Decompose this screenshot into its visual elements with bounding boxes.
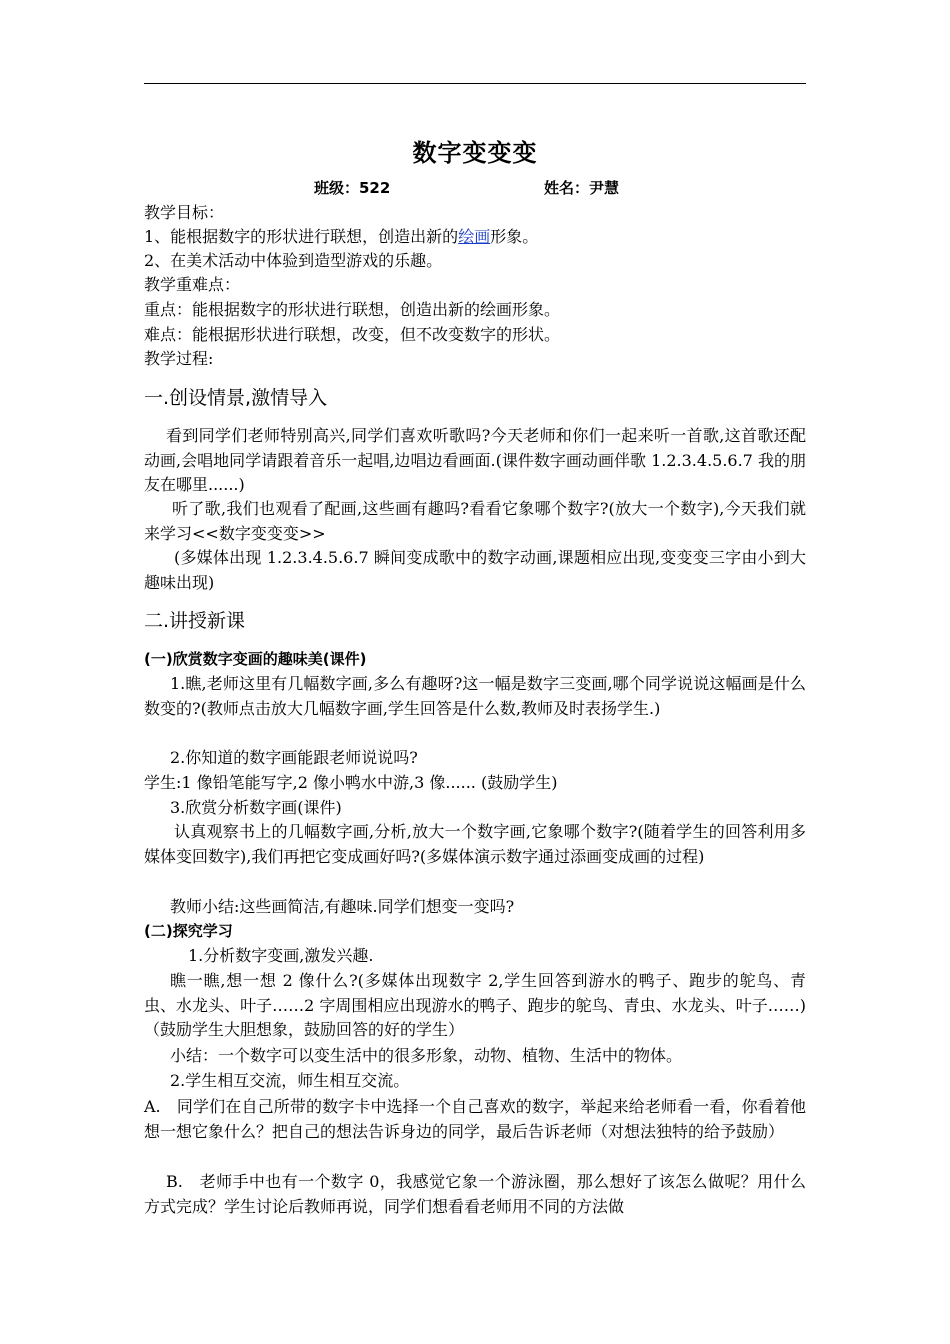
subsection-2-paragraph-4: 2.学生相互交流，师生相互交流。 <box>170 1071 410 1090</box>
goal-2: 2、在美术活动中体验到造型游戏的乐趣。 <box>144 251 443 270</box>
subsection-1-paragraph-3: 学生:1 像铅笔能写字,2 像小鸭水中游,3 像...... (鼓励学生) <box>144 773 558 792</box>
header-rule <box>144 83 806 84</box>
subsection-1-paragraph-6: 教师小结:这些画简洁,有趣味.同学们想变一变吗? <box>170 897 515 916</box>
document-title: 数字变变变 <box>412 139 538 167</box>
subsection-2-item-a: A. 同学们在自己所带的数字卡中选择一个自己喜欢的数字，举起来给老师看一看，你看着他想一想它象什么？把自己的想法告诉身边的同学，最后告诉老师（对想法独特的给予鼓励） <box>144 1097 806 1141</box>
subsection-1-paragraph-1: 1.瞧,老师这里有几幅数字画,多么有趣呀?这一幅是数字三变画,哪个同学说说这幅画是什么数变的?(教师点击放大几幅数字画,学生回答是什么数,教师及时表扬学生.) <box>144 674 806 718</box>
section-1-paragraph-3: (多媒体出现 1.2.3.4.5.6.7 瞬间变成歌中的数字动画,课题相应出现,变变变三字由小到大趣味出现) <box>144 548 806 592</box>
goal-1-prefix: 1、能根据数字的形状进行联想，创造出新的 <box>144 227 459 246</box>
section-1-paragraph-2: 听了歌,我们也观看了配画,这些画有趣吗?看看它象哪个数字?(放大一个数字),今天我们就来学习<<数字变变变>> <box>144 499 806 543</box>
subsection-1-paragraph-5: 认真观察书上的几幅数字画,分析,放大一个数字画,它象哪个数字?(随着学生的回答利用多媒体变回数字),我们再把它变成画好吗?(多媒体演示数字通过添画变成画的过程) <box>144 822 806 866</box>
subsection-1-paragraph-4: 3.欣赏分析数字画(课件) <box>170 798 342 817</box>
subsection-2-paragraph-3: 小结：一个数字可以变生活中的很多形象，动物、植物、生活中的物体。 <box>170 1046 683 1065</box>
painting-link[interactable]: 绘画 <box>458 227 491 246</box>
subsection-2-heading: (二)探究学习 <box>144 922 233 940</box>
difficulty-heading: 教学重难点： <box>144 275 241 294</box>
subsection-2-paragraph-1: 1.分析数字变画,激发兴趣. <box>188 946 374 965</box>
section-2-heading: 二.讲授新课 <box>144 610 246 632</box>
subsection-2-item-b: B. 老师手中也有一个数字 0，我感觉它象一个游泳圈，那么想好了该怎么做呢？用什么方式完成？学生讨论后教师再说，同学们想看看老师用不同的方法做 <box>144 1172 806 1216</box>
goals-heading: 教学目标： <box>144 203 225 222</box>
process-heading: 教学过程: <box>144 349 214 368</box>
subsection-1-heading: (一)欣赏数字变画的趣味美(课件) <box>144 650 367 668</box>
key-point: 重点：能根据数字的形状进行联想，创造出新的绘画形象。 <box>144 300 561 319</box>
name-label: 姓名：尹慧 <box>544 179 620 197</box>
section-1-heading: 一.创设情景,激情导入 <box>144 387 328 409</box>
hard-point: 难点：能根据形状进行联想，改变，但不改变数字的形状。 <box>144 325 561 344</box>
section-1-paragraph-1: 看到同学们老师特别高兴,同学们喜欢听歌吗?今天老师和你们一起来听一首歌,这首歌还配动画,会唱地同学请跟着音乐一起唱,边唱边看画面.(课件数字画动画伴歌 1.2.3.4.5.6.7 我的朋友在哪里......) <box>144 426 806 495</box>
subsection-2-paragraph-2: 瞧一瞧,想一想 2 像什么?(多媒体出现数字 2,学生回答到游水的鸭子、跑步的鸵鸟、青虫、水龙头、叶子……2 字周围相应出现游水的鸭子、跑步的鸵鸟、青虫、水龙头、叶子……)（鼓励学生大胆想象，鼓励回答的好的学生） <box>144 971 806 1040</box>
subsection-1-paragraph-2: 2.你知道的数字画能跟老师说说吗? <box>170 748 418 767</box>
class-label: 班级：522 <box>314 179 391 197</box>
goal-1-suffix: 形象。 <box>490 227 539 246</box>
goal-1 <box>144 225 806 249</box>
